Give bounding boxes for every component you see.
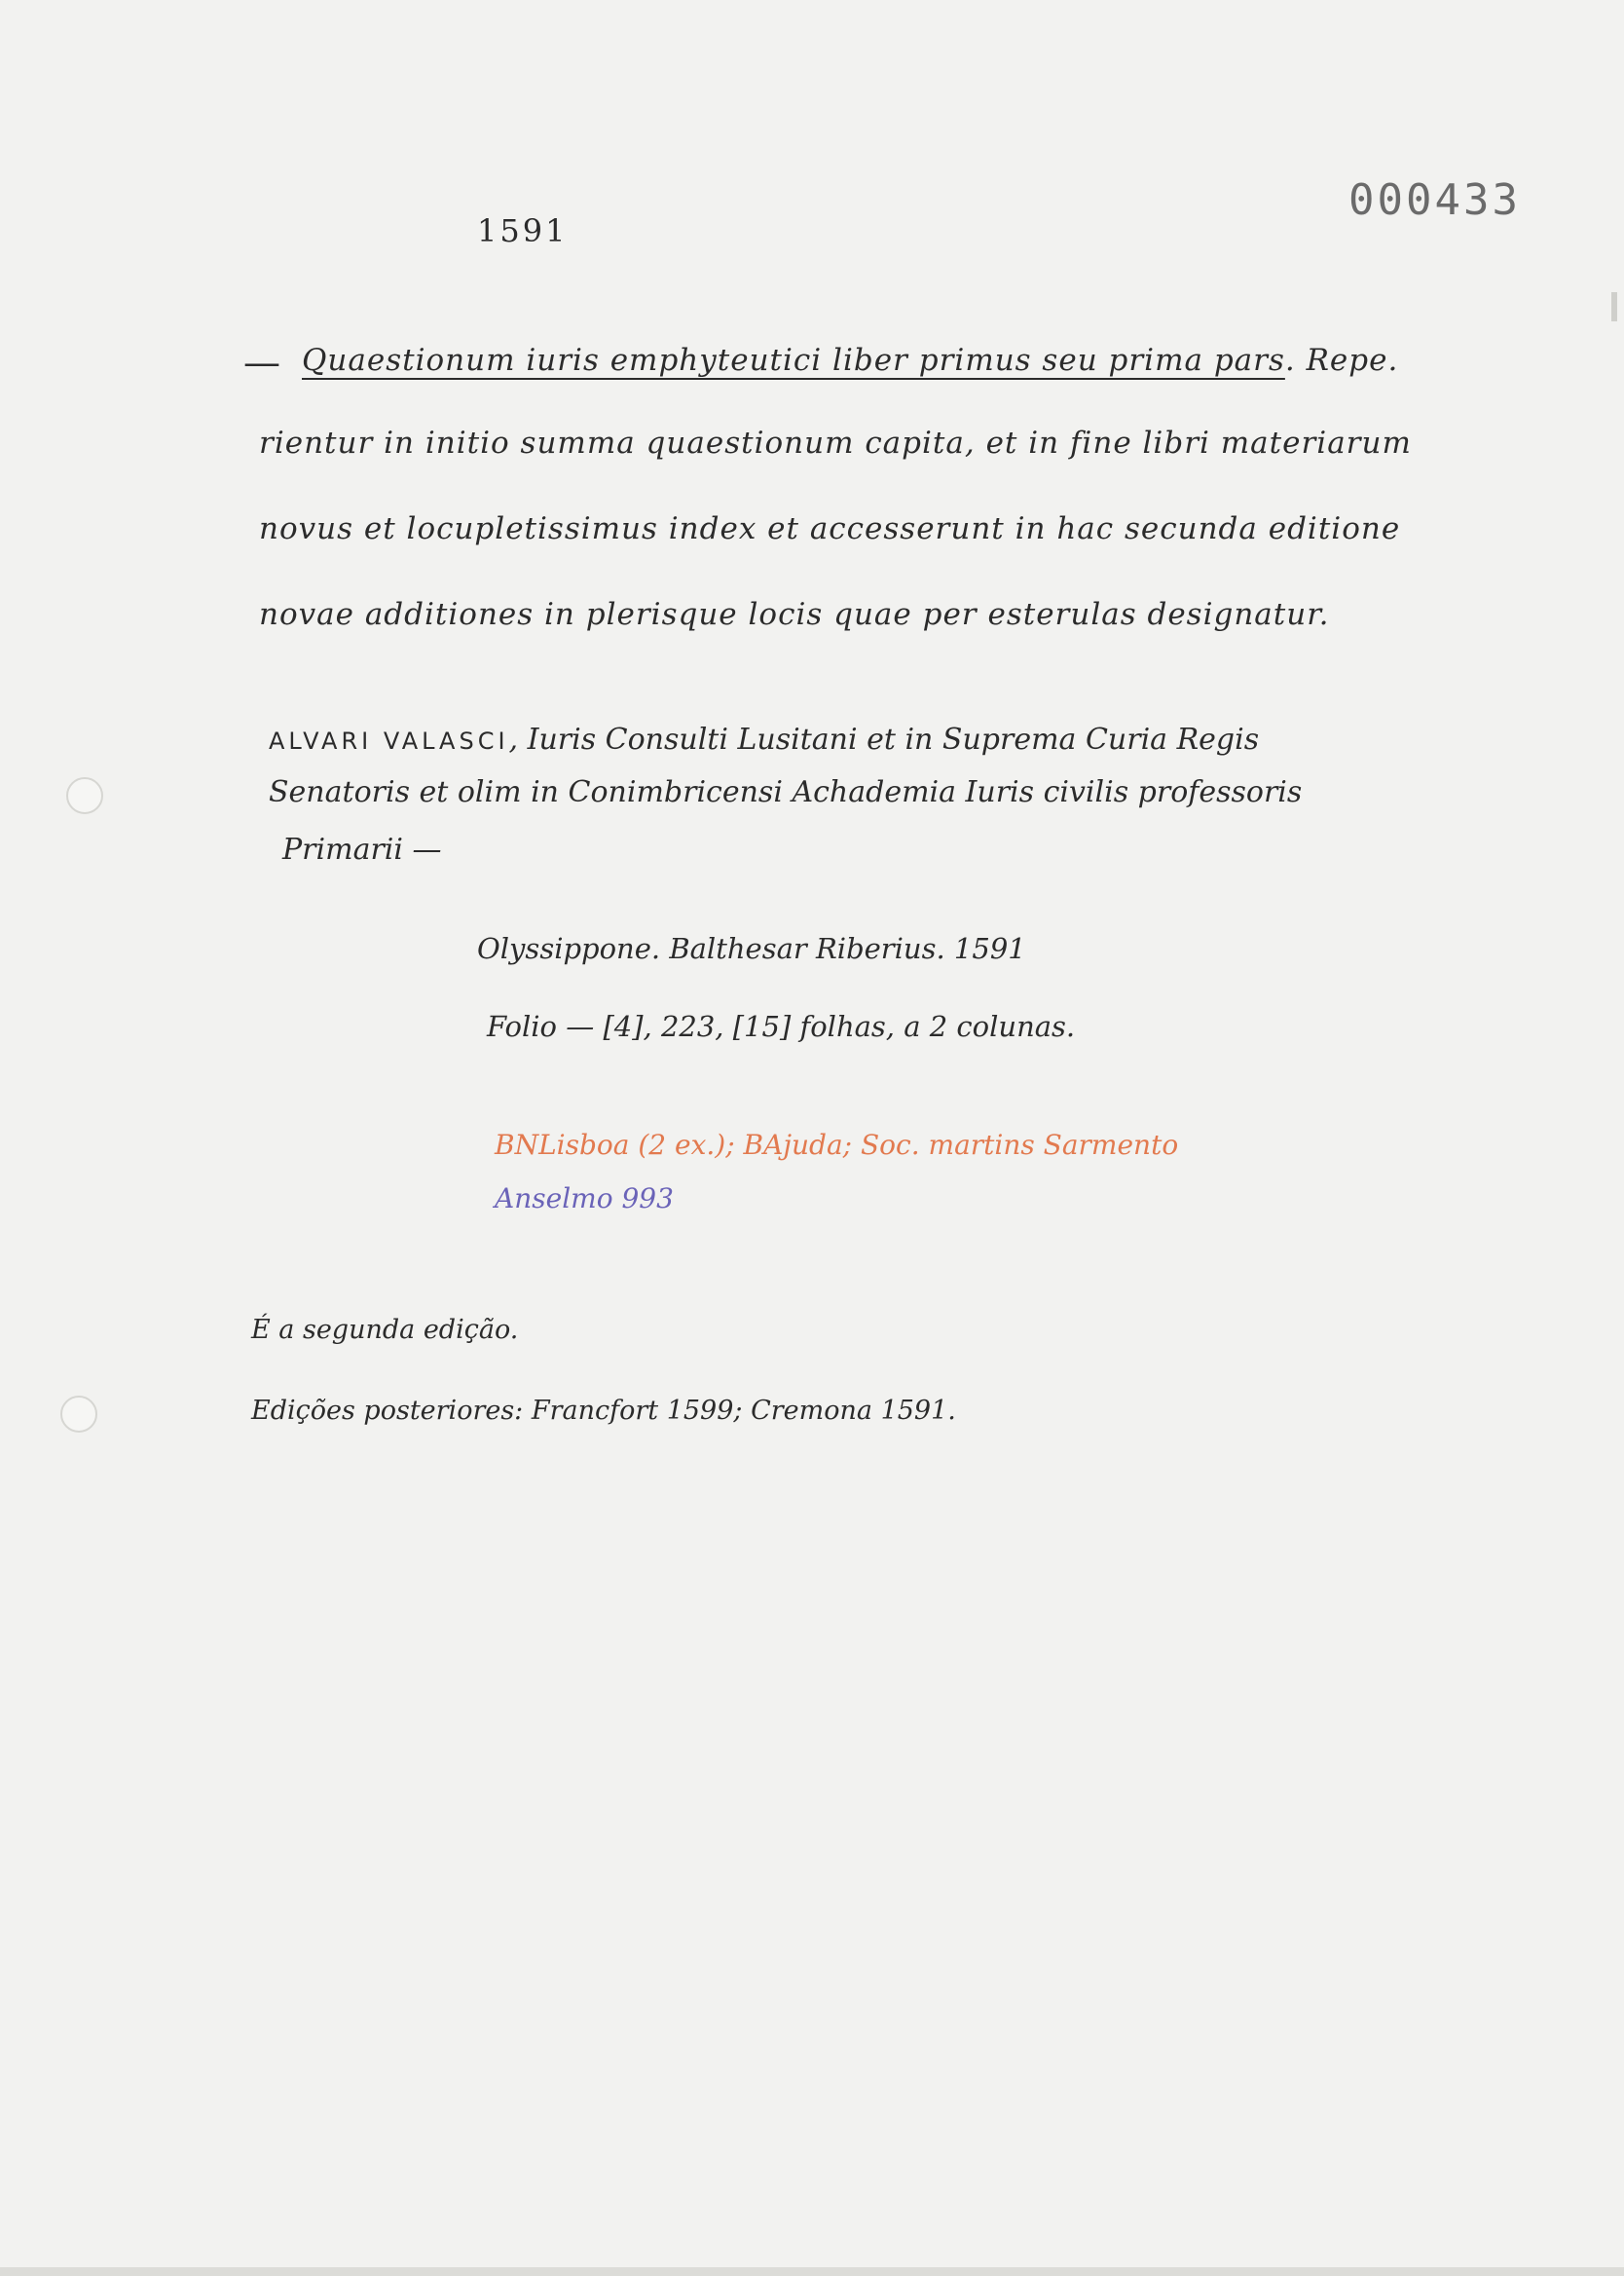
punch-hole-icon — [60, 1396, 97, 1433]
author-line-3: Primarii — — [282, 833, 442, 867]
title-line-1-rest: . Repe. — [1284, 343, 1399, 378]
imprint-place-printer: Olyssippone. Balthesar Riberius. 1591 — [477, 932, 1026, 965]
imprint-collation: Folio — [4], 223, [15] folhas, a 2 colunas. — [487, 1010, 1076, 1043]
later-editions-note: Edições posteriores: Francfort 1599; Cremona 1591. — [251, 1396, 956, 1426]
title-line-2: rientur in initio summa quaestionum capita, et in fine libri materiarum — [259, 426, 1412, 461]
scan-bottom-edge — [0, 2267, 1624, 2276]
punch-hole-icon — [66, 777, 103, 814]
bibliographic-reference: Anselmo 993 — [495, 1182, 674, 1214]
author-name: ALVARI VALASCI — [269, 728, 509, 755]
title-line-3: novus et locupletissimus index et accesserunt in hac secunda editione — [259, 511, 1401, 546]
edition-note: É a segunda edição. — [251, 1315, 519, 1345]
author-line-1 — [269, 723, 1259, 757]
title-underlined: Quaestionum iuris emphyteutici liber primus seu prima pars — [302, 343, 1285, 378]
year-heading: 1591 — [477, 212, 569, 249]
author-line-1-rest: , Iuris Consulti Lusitani et in Suprema Curia Regis — [508, 723, 1260, 757]
entry-dash: — — [243, 341, 280, 384]
title-line-1 — [302, 343, 1398, 378]
library-locations: BNLisboa (2 ex.); BAjuda; Soc. martins Sarmento — [495, 1129, 1179, 1161]
author-line-2: Senatoris et olim in Conimbricensi Achademia Iuris civilis professoris — [269, 775, 1303, 809]
edge-mark — [1611, 292, 1617, 321]
title-line-4: novae additiones in plerisque locis quae per esterulas designatur. — [259, 597, 1330, 632]
id-number-stamp: 000433 — [1348, 175, 1521, 225]
